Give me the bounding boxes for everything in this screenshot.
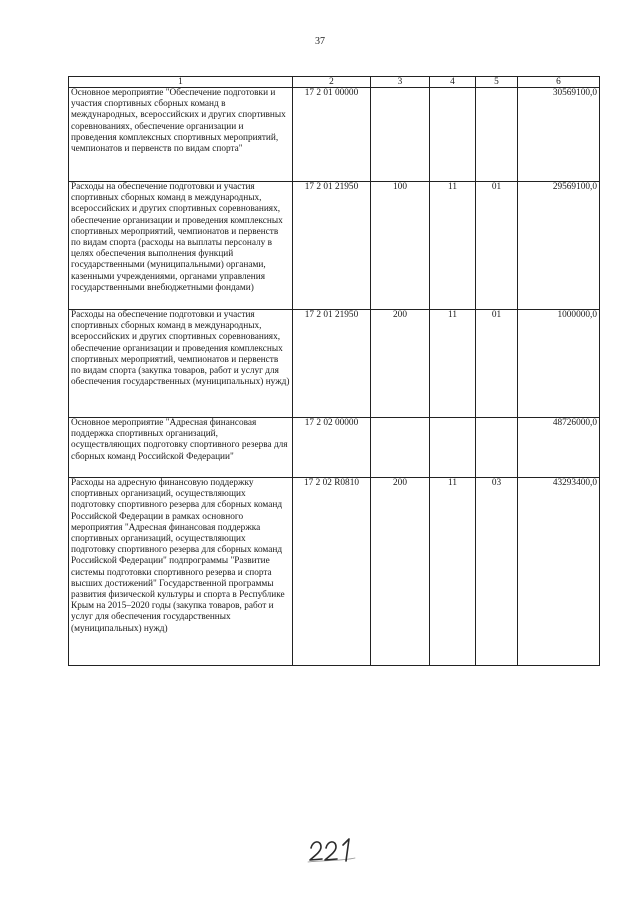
item-name: Основное мероприятие "Адресная финансовая поддержка спортивных организаций, осуществляющих подготовку спортивного резерва для сборных команд Российской Федерации" [69, 418, 293, 478]
expense-type: 200 [371, 478, 430, 666]
amount: 30569100,0 [518, 88, 600, 182]
handwritten-signature [305, 836, 365, 864]
section-code [430, 418, 476, 478]
section-code: 11 [430, 182, 476, 310]
target-article-code: 17 2 02 00000 [293, 418, 371, 478]
amount: 1000000,0 [518, 310, 600, 418]
section-code [430, 88, 476, 182]
table-header-row [69, 77, 600, 88]
amount: 29569100,0 [518, 182, 600, 310]
table-row [69, 478, 600, 666]
target-article-code: 17 2 02 R0810 [293, 478, 371, 666]
section-code: 11 [430, 310, 476, 418]
expense-type [371, 88, 430, 182]
budget-table [68, 76, 600, 666]
section-code: 11 [430, 478, 476, 666]
expense-type: 100 [371, 182, 430, 310]
table-row [69, 182, 600, 310]
column-header: 2 [293, 77, 371, 88]
table-row [69, 418, 600, 478]
subsection-code: 03 [476, 478, 518, 666]
expense-type [371, 418, 430, 478]
amount: 43293400,0 [518, 478, 600, 666]
column-header: 4 [430, 77, 476, 88]
table-row [69, 310, 600, 418]
column-header: 6 [518, 77, 600, 88]
item-name: Основное мероприятие "Обеспечение подготовки и участия спортивных сборных команд в международных, всероссийских и других спортивных соревнованиях, обеспечение организации и проведения комплексных спортивных мероприятий, чемпионатов и первенств по видам спорта" [69, 88, 293, 182]
amount: 48726000,0 [518, 418, 600, 478]
column-header: 5 [476, 77, 518, 88]
table-row [69, 88, 600, 182]
subsection-code: 01 [476, 310, 518, 418]
target-article-code: 17 2 01 21950 [293, 182, 371, 310]
item-name: Расходы на адресную финансовую поддержку спортивных организаций, осуществляющих подготовку спортивного резерва для сборных команд Российской Федерации в рамках основного мероприятия "Адресная финансовая поддержка спортивных организаций, осуществляющих подготовку спортивного резерва для сборных команд Российской Федерации" подпрограммы "Развитие системы подготовки спортивного резерва и спорта высших достижений" Государственной программы развития физической культуры и спорта в Республике Крым на 2015–2020 годы (закупка товаров, работ и услуг для обеспечения государственных (муниципальных) нужд) [69, 478, 293, 666]
target-article-code: 17 2 01 00000 [293, 88, 371, 182]
subsection-code [476, 88, 518, 182]
column-header: 1 [69, 77, 293, 88]
item-name: Расходы на обеспечение подготовки и участия спортивных сборных команд в международных, всероссийских и других спортивных соревнованиях, обеспечение организации и проведения комплексных спортивных мероприятий, чемпионатов и первенств по видам спорта (расходы на выплаты персоналу в целях обеспечения выполнения функций государственными (муниципальными) органами, казенными учреждениями, органами управления государственными внебюджетными фондами) [69, 182, 293, 310]
expense-type: 200 [371, 310, 430, 418]
column-header: 3 [371, 77, 430, 88]
page-number: 37 [315, 36, 325, 47]
subsection-code: 01 [476, 182, 518, 310]
item-name: Расходы на обеспечение подготовки и участия спортивных сборных команд в международных, всероссийских и других спортивных соревнованиях, обеспечение организации и проведения комплексных спортивных мероприятий, чемпионатов и первенств по видам спорта (закупка товаров, работ и услуг для обеспечения государственных (муниципальных) нужд) [69, 310, 293, 418]
subsection-code [476, 418, 518, 478]
target-article-code: 17 2 01 21950 [293, 310, 371, 418]
